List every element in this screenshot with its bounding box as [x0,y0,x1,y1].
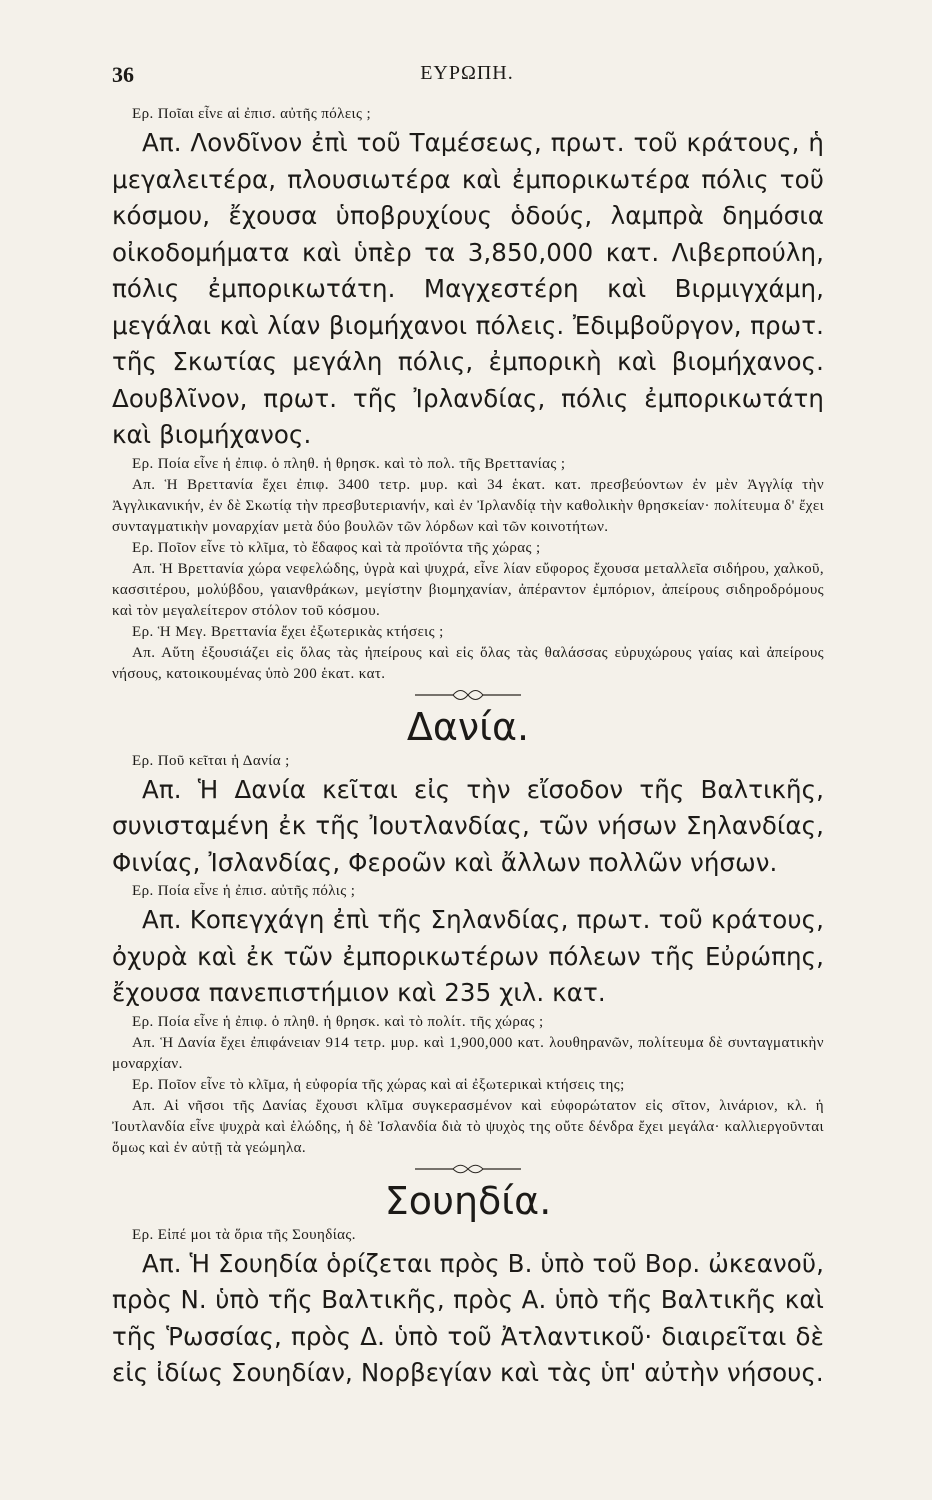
page-header [112,62,822,92]
question-paragraph: Ερ. Εἰπέ μοι τὰ ὅρια τῆς Σουηδίας. [132,1226,356,1243]
page-number: 36 [112,62,134,87]
question-paragraph: Ερ. Ποία εἶνε ἡ ἐπισ. αὐτῆς πόλις ; [132,883,356,899]
running-title: ΕΥΡΩΠΗ. [420,62,514,84]
question-paragraph: Ερ. Ποῖον εἶνε τὸ κλῖμα, τὸ ἔδαφος καὶ τὰ προϊόντα τῆς χώρας ; [132,539,541,556]
answer-paragraph: Απ. Ἡ Δανία κεῖται εἰς τὴν εἴσοδον τῆς Βαλτικῆς, συνισταμένη ἐκ τῆς Ἰουτλανδίας, τῶν νήσων Σηλανδίας, Φινίας, Ἰσλανδίας, Φεροῶν καὶ ἄλλων πολλῶν νήσων. [112,774,824,877]
answer-paragraph: Απ. Κοπεγχάγη ἐπὶ τῆς Σηλανδίας, πρωτ. τοῦ κράτους, ὀχυρὰ καὶ ἐκ τῶν ἐμπορικωτέρων πόλεων τῆς Εὐρώπης, ἔχουσα πανεπιστήμιον καὶ 235 χιλ. κατ. [112,905,824,1007]
answer-paragraph: Απ. Ἡ Δανία ἔχει ἐπιφάνειαν 914 τετρ. μυρ. καὶ 1,900,000 κατ. λουθηρανῶν, πολίτευμα δὲ συνταγματικὴν μοναρχίαν. [112,1034,824,1072]
question-paragraph: Ερ. Ποῖαι εἶνε αἱ ἐπισ. αὐτῆς πόλεις ; [132,106,372,122]
question-paragraph: Ερ. Ποία εἶνε ἡ ἐπιφ. ὁ πληθ. ἡ θρησκ. καὶ τὸ πολ. τῆς Βρεττανίας ; [132,455,566,472]
question-paragraph: Ερ. Ποῖον εἶνε τὸ κλῖμα, ἡ εὐφορία τῆς χώρας καὶ αἱ ἐξωτερικαὶ κτήσεις της; [132,1076,625,1093]
section-title-sweden: Σουηδία. [384,1178,552,1223]
ornament-divider [413,689,523,701]
question-paragraph: Ερ. Ἡ Μεγ. Βρεττανία ἔχει ἐξωτερικὰς κτήσεις ; [132,623,444,640]
ornament-divider [413,1163,523,1175]
question-paragraph: Ερ. Ποῦ κεῖται ἡ Δανία ; [132,752,290,769]
answer-paragraph: Απ. Ἡ Βρεττανία ἔχει ἐπιφ. 3400 τετρ. μυρ. καὶ 34 ἑκατ. κατ. πρεσβεύοντων ἐν μὲν Ἀγγλίᾳ τὴν Ἀγγλικανικήν, ἐν δὲ Σκωτίᾳ τὴν πρεσβυτεριανήν, καὶ ἐν Ἰρλανδίᾳ τὴν καθολικὴν θρησκείαν· πολίτευμα δ' ἔχει συνταγματικὴν μοναρχίαν μετὰ δύο βουλῶν τῶν λόρδων καὶ τῶν κοινοτήτων. [112,476,824,535]
answer-paragraph: Απ. Ἡ Σουηδία ὁρίζεται πρὸς Β. ὑπὸ τοῦ Βορ. ὠκεανοῦ, πρὸς Ν. ὑπὸ τῆς Βαλτικῆς, πρὸς Α. ὑπὸ τῆς Βαλτικῆς καὶ τῆς Ῥωσσίας, πρὸς Δ. ὑπὸ τοῦ Ἀτλαντικοῦ· διαιρεῖται δὲ εἰς ἰδίως Σουηδίαν, Νορβεγίαν καὶ τὰς ὑπ' αὐτὴν νήσους. [112,1248,824,1387]
page-body [112,104,824,1392]
answer-paragraph: Απ. Αὕτη ἐξουσιάζει εἰς ὅλας τὰς ἠπείρους καὶ εἰς ὅλας τὰς θαλάσσας εὐρυχώρους γαίας καὶ ἀπείρους νήσους, κατοικουμένας ὑπὸ 200 ἑκατ. κατ. [112,644,824,682]
question-paragraph: Ερ. Ποία εἶνε ἡ ἐπιφ. ὁ πληθ. ἡ θρησκ. καὶ τὸ πολίτ. τῆς χώρας ; [132,1013,544,1030]
answer-paragraph: Απ. Αἱ νῆσοι τῆς Δανίας ἔχουσι κλῖμα συγκερασμένον καὶ εὐφορώτατον εἰς σῖτον, λινάριον, κλ. ἡ Ἰουτλανδία εἶνε ψυχρὰ καὶ ἑλώδης, ἡ δὲ Ἰσλανδία διὰ τὸ ψυχὸς της οὔτε δένδρα ἔχει μεγάλα· καλλιεργοῦνται ὅμως καὶ ἐν αὐτῇ τὰ γεώμηλα. [112,1097,824,1156]
section-title-denmark: Δανία. [406,704,530,749]
answer-paragraph: Απ. Ἡ Βρεττανία χώρα νεφελώδης, ὑγρὰ καὶ ψυχρά, εἶνε λίαν εὔφορος ἔχουσα μεταλλεῖα σιδήρου, χαλκοῦ, κασσιτέρου, μολύβδου, γαιανθράκων, μεγίστην βιομηχανίαν, ἀπέραντον ἐμπόριον, ἀπείρους σιδηροδρόμους καὶ τὸν μεγαλείτερον στόλον τοῦ κόσμου. [112,560,824,619]
answer-paragraph: Απ. Λονδῖνον ἐπὶ τοῦ Ταμέσεως, πρωτ. τοῦ κράτους, ἡ μεγαλειτέρα, πλουσιωτέρα καὶ ἐμπορικωτέρα πόλις τοῦ κόσμου, ἔχουσα ὑποβρυχίους ὁδούς, λαμπρὰ δημόσια οἰκοδομήματα καὶ ὑπὲρ τα 3,850,000 κατ. Λιβερπούλη, πόλις ἐμπορικωτάτη. Μαγχεστέρη καὶ Βιρμιγχάμη, μεγάλαι καὶ λίαν βιομήχανοι πόλεις. Ἐδιμβοῦργον, πρωτ. τῆς Σκωτίας μεγάλη πόλις, ἐμπορικὴ καὶ βιομήχανος. Δουβλῖνον, πρωτ. τῆς Ἰρλανδίας, πόλις ἐμπορικωτάτη καὶ βιομήχανος. [112,128,824,449]
